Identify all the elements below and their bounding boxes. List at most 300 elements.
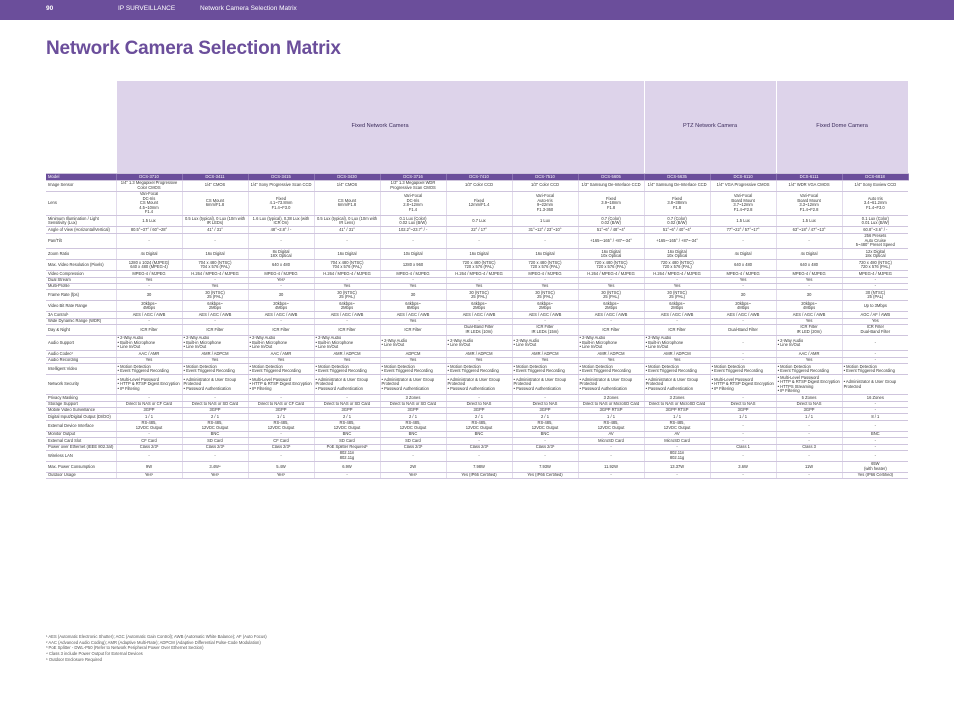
- table-cell: 640 x 480: [710, 260, 776, 271]
- table-cell: 64kbps~ 8Mbps: [380, 301, 446, 312]
- table-cell: -: [578, 472, 644, 478]
- table-cell: -: [776, 233, 842, 249]
- table-cell: 720 x 480 (NTSC) 720 x 576 (PAL): [446, 260, 512, 271]
- table-cell: Vari-Focal Board Mount 3.7~12mm F1.4~F2.8: [710, 191, 776, 216]
- table-cell: AMR / ADPCM: [446, 351, 512, 357]
- table-cell: -: [644, 277, 710, 283]
- table-cell: Direct to NAS: [446, 401, 512, 407]
- model-name: DCS-3430: [314, 173, 380, 180]
- table-cell: 64kbps~ 2Mbps: [182, 301, 248, 312]
- table-cell: -: [710, 420, 776, 431]
- table-cell: 48°~2.8° / -: [248, 227, 314, 233]
- row-label: Outdoor Usage: [46, 472, 116, 478]
- table-cell: CS Mount 6mm/F1.8: [314, 191, 380, 216]
- table-cell: -: [842, 444, 908, 450]
- table-cell: 3 Zones: [380, 395, 446, 401]
- table-cell: 20kbps~ 4Mbps: [776, 301, 842, 312]
- table-cell: MicroSD Card: [578, 438, 644, 444]
- table-cell: Direct to NAS or SD Card: [380, 401, 446, 407]
- table-cell: Direct to NAS or MicroSD Card: [644, 401, 710, 407]
- table-cell: AES / AGC / AWB: [446, 312, 512, 318]
- table-cell: 0.1 Lux (Color) 0.02 Lux (B/W): [380, 216, 446, 227]
- table-cell: 1/3" Color CCD: [446, 180, 512, 191]
- table-cell: RS-485, 12VDC Output: [512, 420, 578, 431]
- table-cell: -: [710, 335, 776, 351]
- table-cell: • Motion Detection • Event Triggered Recording: [116, 364, 182, 375]
- table-cell: 1.5 Lux: [116, 216, 182, 227]
- table-cell: 102.2°~23.7° / -: [380, 227, 446, 233]
- model-name: DCS-3411: [182, 173, 248, 180]
- table-cell: 65W (with heater): [842, 461, 908, 472]
- table-cell: Yes: [380, 318, 446, 324]
- table-cell: -: [446, 318, 512, 324]
- table-cell: Yes: [116, 277, 182, 283]
- table-cell: • Administrator & User Group Protected • Password Authentication: [182, 375, 248, 395]
- table-cell: ADPCM: [380, 351, 446, 357]
- table-cell: Yes¹: [248, 277, 314, 283]
- table-cell: 30: [776, 290, 842, 301]
- table-cell: Yes: [578, 357, 644, 363]
- table-cell: 2 / 1: [380, 414, 446, 420]
- footnote: ² AAC (Advanced Audio Coding); AMR (Adaptive Multi-Rate); ADPCM (Adaptive Differential Pulse-Code Modulation): [46, 639, 261, 645]
- table-cell: Direct to NAS or CF Card: [116, 401, 182, 407]
- table-cell: MPEG-4 / MJPEG: [380, 271, 446, 277]
- table-cell: 7.93W: [512, 461, 578, 472]
- table-cell: Yes: [182, 357, 248, 363]
- row-label: Monitor Output: [46, 431, 116, 437]
- table-cell: Yes: [644, 357, 710, 363]
- table-cell: • Administrator & User Group Protected • Password Authentication: [380, 375, 446, 395]
- row-label: Zoom Ratio: [46, 249, 116, 260]
- row-label: Network Security: [46, 375, 116, 395]
- table-cell: -: [116, 395, 182, 401]
- table-cell: -: [512, 318, 578, 324]
- row-label: Pan/Tilt: [46, 233, 116, 249]
- table-cell: • Motion Detection • Event Triggered Recording: [380, 364, 446, 375]
- table-row: [46, 301, 908, 312]
- table-cell: ICR Filter IR LEDs (15m): [512, 324, 578, 335]
- table-cell: -: [182, 277, 248, 283]
- table-cell: Class 3: [776, 444, 842, 450]
- model-name: DCS-3716: [380, 173, 446, 180]
- table-cell: • 2-Way Audio • Built-in Microphone • Line In/Out: [116, 335, 182, 351]
- table-cell: 31°~12° / 23°~10°: [512, 227, 578, 233]
- table-cell: 7.98W: [446, 461, 512, 472]
- table-cell: 41° / 31°: [182, 227, 248, 233]
- table-cell: Vari-Focal Board Mount 3.3~12mm F1.4~F2.8: [776, 191, 842, 216]
- table-cell: Yes⁵: [248, 472, 314, 478]
- table-cell: Yes: [842, 318, 908, 324]
- selection-matrix-table: [46, 81, 909, 479]
- table-cell: RS-485, 12VDC Output: [116, 420, 182, 431]
- table-cell: • 2-Way Audio • Built-in Microphone • Line In/Out: [248, 335, 314, 351]
- table-cell: 3GPP RTSP: [578, 408, 644, 414]
- table-cell: 0.1 Lux (Color) 0.01 Lux (B/W): [842, 216, 908, 227]
- table-cell: Class 2/3³: [116, 444, 182, 450]
- table-row: [46, 335, 908, 351]
- table-cell: 0.5 Lux (typical), 0 Lux (10m with IR LEDs): [182, 216, 248, 227]
- table-cell: Direct to NAS or CF Card: [248, 401, 314, 407]
- table-cell: -: [446, 438, 512, 444]
- table-cell: Yes (IP66 Certified): [512, 472, 578, 478]
- table-cell: 16 Zones: [842, 395, 908, 401]
- table-cell: -: [314, 277, 380, 283]
- table-row: [46, 260, 908, 271]
- table-cell: Class 2/3³: [512, 444, 578, 450]
- table-cell: -: [380, 277, 446, 283]
- group-header: Fixed Network Camera: [116, 81, 644, 173]
- table-cell: 1 / 1: [116, 414, 182, 420]
- table-cell: ICR Filter: [182, 324, 248, 335]
- table-cell: RS-485, 12VDC Output: [578, 420, 644, 431]
- table-cell: • Administrator & User Group Protected • Password Authentication: [446, 375, 512, 395]
- table-cell: AMR / ADPCM: [182, 351, 248, 357]
- group-header-blank: [46, 81, 116, 173]
- table-cell: 16x Digital 10x Optical: [644, 249, 710, 260]
- row-label: Image Sensor: [46, 180, 116, 191]
- table-cell: Direct to NAS: [776, 401, 842, 407]
- table-cell: • Administrator & User Group Protected • Password Authentication: [644, 375, 710, 395]
- table-cell: • Motion Detection • Event Triggered Recording: [578, 364, 644, 375]
- table-cell: Fixed 12mm/F1.4: [446, 191, 512, 216]
- table-cell: • Administrator & User Group Protected • Password Authentication: [314, 375, 380, 395]
- table-cell: 1 / 1: [248, 414, 314, 420]
- table-cell: • Multi-Level Password • HTTP & RTSP Digest Encryption • IP Filtering: [710, 375, 776, 395]
- table-cell: -: [512, 277, 578, 283]
- table-cell: Yes: [446, 283, 512, 289]
- table-cell: BNC: [380, 431, 446, 437]
- table-cell: 30 (NTSC) 25 (PAL): [512, 290, 578, 301]
- table-cell: 3GPP: [446, 408, 512, 414]
- table-cell: 30 (NTSC) 25 (PAL): [644, 290, 710, 301]
- model-row-label: Model: [46, 173, 116, 180]
- table-cell: 1/4" Sony Progressive Scan CCD: [248, 180, 314, 191]
- table-cell: 63°~18° / 47°~13°: [776, 227, 842, 233]
- table-cell: -: [512, 233, 578, 249]
- table-cell: ICR Filter Dual-Band Filter: [842, 324, 908, 335]
- table-cell: -: [710, 431, 776, 437]
- table-row: [46, 324, 908, 335]
- table-cell: Yes: [776, 318, 842, 324]
- table-cell: AMR / ADPCM: [644, 351, 710, 357]
- table-cell: -: [578, 277, 644, 283]
- breadcrumb: Network Camera Selection Matrix: [200, 5, 297, 12]
- table-cell: SD Card: [380, 438, 446, 444]
- page-title: Network Camera Selection Matrix: [46, 38, 341, 59]
- table-cell: +165~-165° / +87~-34°: [644, 233, 710, 249]
- row-label: Intelligent Video: [46, 364, 116, 375]
- table-cell: AES / AGC / AWB: [710, 312, 776, 318]
- table-cell: MPEG-4 / MJPEG: [248, 271, 314, 277]
- table-row: [46, 450, 908, 461]
- table-cell: -: [776, 450, 842, 461]
- table-row: [46, 249, 908, 260]
- table-cell: • Motion Detection • Event Triggered Recording: [842, 364, 908, 375]
- table-cell: Yes: [116, 357, 182, 363]
- table-cell: AES / AGC / AWB: [248, 312, 314, 318]
- table-cell: 64kbps~ 2Mbps: [644, 301, 710, 312]
- table-cell: -: [182, 395, 248, 401]
- table-cell: -: [842, 408, 908, 414]
- table-cell: 1/4" WDR VGA CMOS: [776, 180, 842, 191]
- table-cell: 720 x 480 (NTSC) 720 x 576 (PAL): [644, 260, 710, 271]
- table-cell: -: [446, 233, 512, 249]
- table-cell: 1 Lux: [512, 216, 578, 227]
- table-cell: -: [116, 318, 182, 324]
- table-cell: SD Card: [314, 438, 380, 444]
- table-cell: 640 x 480: [248, 260, 314, 271]
- table-cell: ICR Filter: [314, 324, 380, 335]
- table-cell: -: [842, 357, 908, 363]
- table-cell: Yes⁵: [116, 472, 182, 478]
- table-cell: -: [314, 395, 380, 401]
- table-cell: 20kbps~ 4Mbps: [710, 301, 776, 312]
- table-cell: 1/4" VGA Progressive CMOS: [710, 180, 776, 191]
- row-label: Video Bit Rate Range: [46, 301, 116, 312]
- table-cell: -: [314, 318, 380, 324]
- table-cell: MPEG-4 / MJPEG: [710, 271, 776, 277]
- group-header-row: [46, 81, 908, 173]
- table-cell: AES / AGC / AWB: [182, 312, 248, 318]
- table-row: [46, 216, 908, 227]
- table-cell: 1/4" Sony Exview CCD: [842, 180, 908, 191]
- table-cell: • Motion Detection • Event Triggered Recording: [512, 364, 578, 375]
- table-cell: 51°~6° / 40°~4°: [644, 227, 710, 233]
- table-cell: AES / AGC / AWB: [644, 312, 710, 318]
- table-cell: Yes: [248, 357, 314, 363]
- table-cell: -: [578, 318, 644, 324]
- table-cell: 80.5°~37° / 60°~28°: [116, 227, 182, 233]
- table-cell: SD Card: [182, 438, 248, 444]
- table-cell: 0.7 (Color) 0.02 (B/W): [578, 216, 644, 227]
- table-cell: AAC / AMR: [776, 351, 842, 357]
- table-cell: • Motion Detection • Event Triggered Recording: [446, 364, 512, 375]
- table-cell: -: [710, 472, 776, 478]
- table-cell: • 2-Way Audio • Built-in Microphone • Line In/Out: [578, 335, 644, 351]
- table-cell: Direct to NAS or MicroSD Card: [578, 401, 644, 407]
- table-cell: 720 x 480 (NTSC) 720 x 576 (PAL): [512, 260, 578, 271]
- table-cell: -: [776, 283, 842, 289]
- table-cell: RS-485, 12VDC Output: [314, 420, 380, 431]
- table-cell: • 2-Way Audio • Line In/Out: [512, 335, 578, 351]
- model-name: DCS-7410: [446, 173, 512, 180]
- table-cell: AMR / ADPCM: [314, 351, 380, 357]
- table-cell: MicroSD Card: [644, 438, 710, 444]
- row-label: Dual Stream: [46, 277, 116, 283]
- table-cell: 64kbps~ 2Mbps: [446, 301, 512, 312]
- row-label: Wireless LAN: [46, 450, 116, 461]
- row-label: Storage Support: [46, 401, 116, 407]
- table-cell: • Multi-Level Password • HTTP & RTSP Digest Encryption • IP Filtering: [116, 375, 182, 395]
- table-cell: 4x Digital: [116, 249, 182, 260]
- table-cell: BNC: [446, 431, 512, 437]
- table-cell: -: [842, 277, 908, 283]
- table-cell: Auto Iris 3.4~61.2mm F1.4~F3.0: [842, 191, 908, 216]
- table-cell: AES / AGC / AWB: [776, 312, 842, 318]
- table-cell: 1 / 1: [644, 414, 710, 420]
- table-cell: 3GPP: [248, 408, 314, 414]
- table-cell: RS-485, 12VDC Output: [248, 420, 314, 431]
- table-cell: • 2-Way Audio • Built-in Microphone • Line In/Out: [314, 335, 380, 351]
- table-cell: 1 / 1: [776, 414, 842, 420]
- table-cell: • Administrator & User Group Protected • Password Authentication: [578, 375, 644, 395]
- table-cell: Dual-Band Filter: [710, 324, 776, 335]
- table-cell: 3GPP: [512, 408, 578, 414]
- table-cell: 51°~6° / 48°~4°: [578, 227, 644, 233]
- table-row: [46, 375, 908, 395]
- table-cell: Vari-Focal DC-Iris CS Mount 4.5~10mm F1.4: [116, 191, 182, 216]
- table-cell: AES / AGC / AWB: [380, 312, 446, 318]
- table-cell: 16x Digital: [314, 249, 380, 260]
- table-cell: Vari-Focal Auto-Iris 9~22mm F1.3-360: [512, 191, 578, 216]
- table-cell: AMR / ADPCM: [512, 351, 578, 357]
- table-cell: Yes: [314, 357, 380, 363]
- table-cell: MPEG-4 / MJPEG: [116, 271, 182, 277]
- footnote: ¹ AES (Automatic Electronic Shutter); AGC (Automatic Gain Control); AWB (Automatic White Balance); AF (Auto Focus): [46, 634, 267, 639]
- table-cell: 16x Digital: [182, 249, 248, 260]
- table-cell: Direct to NAS: [512, 401, 578, 407]
- table-cell: Yes: [380, 283, 446, 289]
- table-cell: 6.9W: [314, 461, 380, 472]
- table-cell: -: [842, 351, 908, 357]
- table-cell: -: [182, 450, 248, 461]
- table-cell: AAC / AMR: [116, 351, 182, 357]
- table-cell: 720 x 480 (NTSC) 720 x 576 (PAL): [842, 260, 908, 271]
- table-row: [46, 472, 908, 478]
- table-cell: -: [578, 444, 644, 450]
- table-cell: -: [512, 450, 578, 461]
- table-cell: 64kbps~ 2Mbps: [578, 301, 644, 312]
- table-cell: -: [248, 318, 314, 324]
- table-cell: 3GPP: [116, 408, 182, 414]
- row-label: Video Compression: [46, 271, 116, 277]
- table-cell: -: [842, 420, 908, 431]
- table-cell: -: [446, 277, 512, 283]
- table-cell: H.264 / MPEG-4 / MJPEG: [644, 271, 710, 277]
- page-number: 90: [46, 5, 54, 12]
- table-cell: 3GPP: [380, 408, 446, 414]
- table-cell: • 2-Way Audio • Built-in Microphone • Line In/Out: [644, 335, 710, 351]
- table-cell: 802.11n 802.11g: [644, 450, 710, 461]
- table-cell: 5 Zones: [776, 395, 842, 401]
- table-cell: 704 x 480 (NTSC) 704 x 576 (PAL): [182, 260, 248, 271]
- table-cell: Fixed 4.1~73.8mm F1.4~F3.0: [248, 191, 314, 216]
- table-cell: ICR Filter: [116, 324, 182, 335]
- row-label: Angle of View (Horizontal/Vertical): [46, 227, 116, 233]
- row-label: Minimum Illumination / Light Sensitivity (Lux): [46, 216, 116, 227]
- row-label: Frame Rate (fps): [46, 290, 116, 301]
- model-name: DCS-6818: [842, 173, 908, 180]
- table-row: [46, 364, 908, 375]
- table-cell: -: [314, 233, 380, 249]
- row-label: External Device Interface: [46, 420, 116, 431]
- table-cell: -: [842, 335, 908, 351]
- table-cell: 30 (NTSC) 25 (PAL): [842, 290, 908, 301]
- table-cell: Class 1: [710, 444, 776, 450]
- table-cell: • Motion Detection • Event Triggered Recording: [248, 364, 314, 375]
- table-cell: 16x Digital: [512, 249, 578, 260]
- table-cell: -: [776, 431, 842, 437]
- footnotes: [46, 634, 746, 663]
- table-cell: 720 x 480 (NTSC) 720 x 576 (PAL): [578, 260, 644, 271]
- model-name: DCS-5635: [644, 173, 710, 180]
- table-cell: -: [446, 450, 512, 461]
- table-cell: Yes: [710, 277, 776, 283]
- table-cell: 1280 x 960: [380, 260, 446, 271]
- table-cell: 30: [380, 290, 446, 301]
- group-header: Fixed Dome Camera: [776, 81, 908, 173]
- table-cell: BNC: [512, 431, 578, 437]
- table-cell: Yes: [776, 277, 842, 283]
- table-cell: • Motion Detection • Event Triggered Recording: [182, 364, 248, 375]
- table-cell: -: [380, 233, 446, 249]
- table-cell: -: [710, 233, 776, 249]
- row-label: Audio Recording: [46, 357, 116, 363]
- table-cell: 1280 x 1024 (MJPEG) 640 x 480 (MPEG-4): [116, 260, 182, 271]
- table-cell: -: [446, 395, 512, 401]
- table-cell: 3 Zones: [644, 395, 710, 401]
- table-cell: -: [512, 438, 578, 444]
- table-cell: 1.5 Lux: [710, 216, 776, 227]
- table-cell: 22° / 17°: [446, 227, 512, 233]
- table-cell: 0.5 Lux (typical), 0 Lux (10m with IR Lens): [314, 216, 380, 227]
- table-cell: 1.5 Lux: [776, 216, 842, 227]
- table-cell: Class 2/3³: [446, 444, 512, 450]
- table-cell: 8x Digital 18X Optical: [248, 249, 314, 260]
- table-cell: 30: [710, 290, 776, 301]
- table-cell: 77°~22° / 57°~17°: [710, 227, 776, 233]
- row-label: Audio Support: [46, 335, 116, 351]
- table-cell: H.264 / MPEG-4 / MJPEG: [578, 271, 644, 277]
- table-cell: Yes (IP66 Certified): [842, 472, 908, 478]
- table-cell: -: [842, 401, 908, 407]
- table-cell: AV: [578, 431, 644, 437]
- table-cell: 640 x 480: [776, 260, 842, 271]
- table-cell: -: [644, 472, 710, 478]
- table-cell: 1 / 1: [578, 414, 644, 420]
- table-cell: 16x Digital: [446, 249, 512, 260]
- row-label: 3A Control¹: [46, 312, 116, 318]
- table-cell: • Motion Detection • Event Triggered Recording: [644, 364, 710, 375]
- table-cell: MPEG-4 / MJPEG: [842, 271, 908, 277]
- table-cell: 30: [248, 290, 314, 301]
- model-name: DCS-7510: [512, 173, 578, 180]
- table-cell: • 2-Way Audio • Built-in Microphone • Line In/Out: [182, 335, 248, 351]
- table-cell: AV: [644, 431, 710, 437]
- row-label: Max. Video Resolution (Pixels): [46, 260, 116, 271]
- table-cell: Yes: [512, 357, 578, 363]
- table-cell: -: [314, 472, 380, 478]
- top-banner: [0, 0, 954, 20]
- table-cell: 256 Presets Auto Cruise 5~480° Preset Speed: [842, 233, 908, 249]
- table-cell: RS-485, 12VDC Output: [644, 420, 710, 431]
- table-cell: • 2-Way Audio • Line In/Out: [776, 335, 842, 351]
- table-cell: Class 2/3³: [380, 444, 446, 450]
- table-cell: -: [710, 351, 776, 357]
- row-label: Lens: [46, 191, 116, 216]
- table-cell: -: [248, 431, 314, 437]
- table-cell: H.264 / MPEG-4 / MJPEG: [446, 271, 512, 277]
- table-row: [46, 233, 908, 249]
- table-cell: 8 / 1: [842, 414, 908, 420]
- section-name: IP SURVEILLANCE: [118, 5, 176, 12]
- table-cell: -: [842, 283, 908, 289]
- table-cell: -: [710, 450, 776, 461]
- table-cell: ICR Filter IR LED (20m): [776, 324, 842, 335]
- table-cell: • Motion Detection • Event Triggered Recording: [314, 364, 380, 375]
- table-cell: ICR Filter: [380, 324, 446, 335]
- table-cell: 4x Digital: [776, 249, 842, 260]
